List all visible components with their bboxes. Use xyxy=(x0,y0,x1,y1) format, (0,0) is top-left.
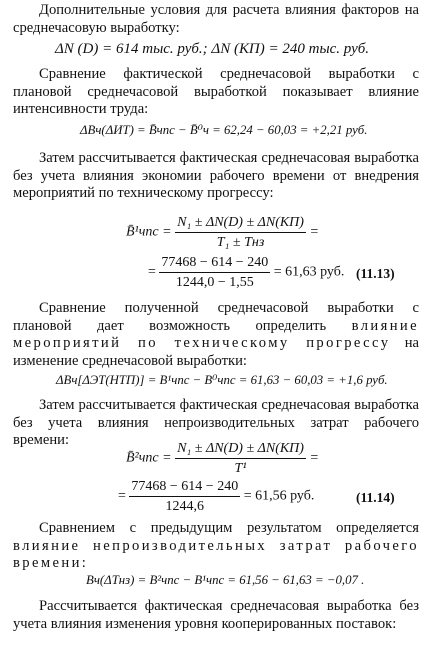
fraction-denominator: T₁ ± Tнз xyxy=(216,235,265,250)
text-emphasis-tech-progress: влияние мероприятий по техническому прогрессу xyxy=(13,317,419,351)
fraction-denominator: 1244,6 xyxy=(165,499,205,514)
formula-11-14-line2 xyxy=(118,478,314,515)
fraction-numerator: 77468 − 614 − 240 xyxy=(129,478,240,497)
formula-nonproductive: Bч(ΔTнз) = B²чпс − B¹чпс = 61,56 − 61,63 = −0,07 . xyxy=(86,573,365,587)
fraction-denominator: T¹ xyxy=(234,461,247,476)
formula-11-13-lhs: B̄¹чпс = xyxy=(126,224,172,240)
formula-tech-progress: ΔBч[ΔЭТ(НТП)] = B¹чпс − B⁰чпс = 61,63 − 60,03 = +1,6 руб. xyxy=(56,373,388,387)
paragraph-nonproductive-calc: Затем рассчитывается фактическая среднечасовая выработка без учета влияния непроизводительных затрат рабочего времени: xyxy=(13,397,419,448)
equals-sign: = xyxy=(309,450,319,466)
formula-11-13-line2 xyxy=(148,254,344,291)
text-comparison: Сравнение полученной среднечасовой выработки с плановой дает возможность определить xyxy=(13,300,419,334)
fraction-numerator: N₁ ± ΔN(D) ± ΔN(КП) xyxy=(175,440,306,459)
equation-number-11-13: (11.13) xyxy=(356,266,395,281)
paragraph-cooperative-supplies: Рассчитывается фактическая среднечасовая выработка без учета влияния изменения уровня кооперированных поставок: xyxy=(13,598,419,632)
text-comparison-previous: Сравнением с предыдущим результатом определяется xyxy=(39,520,419,536)
formula-11-14-values xyxy=(129,478,240,515)
fraction-denominator: 1244,0 − 1,55 xyxy=(175,275,254,290)
equals-sign: = xyxy=(148,264,156,280)
formula-11-14-fraction xyxy=(175,440,306,477)
formula-11-13-fraction xyxy=(175,214,306,251)
formula-11-14-line1 xyxy=(126,440,319,477)
fraction-numerator: 77468 − 614 − 240 xyxy=(159,254,270,273)
equals-sign: = xyxy=(118,488,126,504)
formula-result: = 61,63 руб. xyxy=(273,264,345,280)
paragraph-comparison-tech xyxy=(13,300,419,370)
formula-11-13-values xyxy=(159,254,270,291)
text-change: на изменение среднечасовой выработки: xyxy=(13,335,419,369)
fraction-numerator: N₁ ± ΔN(D) ± ΔN(КП) xyxy=(175,214,306,233)
equals-sign: = xyxy=(309,224,319,240)
formula-11-13-line1 xyxy=(126,214,319,251)
text-emphasis-nonproductive: влияние непроизводительных затрат рабочего времени: xyxy=(13,537,419,571)
formula-intensity: ΔBч(ΔИТ) = B̄чпс − B̄⁰ч = 62,24 − 60,03 = +2,21 руб. xyxy=(80,123,368,137)
equation-number-11-14: (11.14) xyxy=(356,490,395,505)
formula-result: = 61,56 руб. xyxy=(243,488,315,504)
formula-delta-n: ΔN (D) = 614 тыс. руб.; ΔN (КП) = 240 тыс. руб. xyxy=(55,41,370,57)
paragraph-additional-conditions: Дополнительные условия для расчета влияния факторов на среднечасовую выработку: xyxy=(13,2,419,36)
formula-11-14-lhs: B̄²чпс = xyxy=(126,450,172,466)
paragraph-intensity-comparison: Сравнение фактической среднечасовой выработки с плановой среднечасовой выработкой показывает влияние интенсивности труда: xyxy=(13,66,419,117)
paragraph-nonproductive-comparison xyxy=(13,520,419,573)
paragraph-tech-progress-calc: Затем рассчитывается фактическая среднечасовая выработка без учета влияния экономии рабочего времени от внедрения мероприятий по техническому прогрессу: xyxy=(13,150,419,201)
